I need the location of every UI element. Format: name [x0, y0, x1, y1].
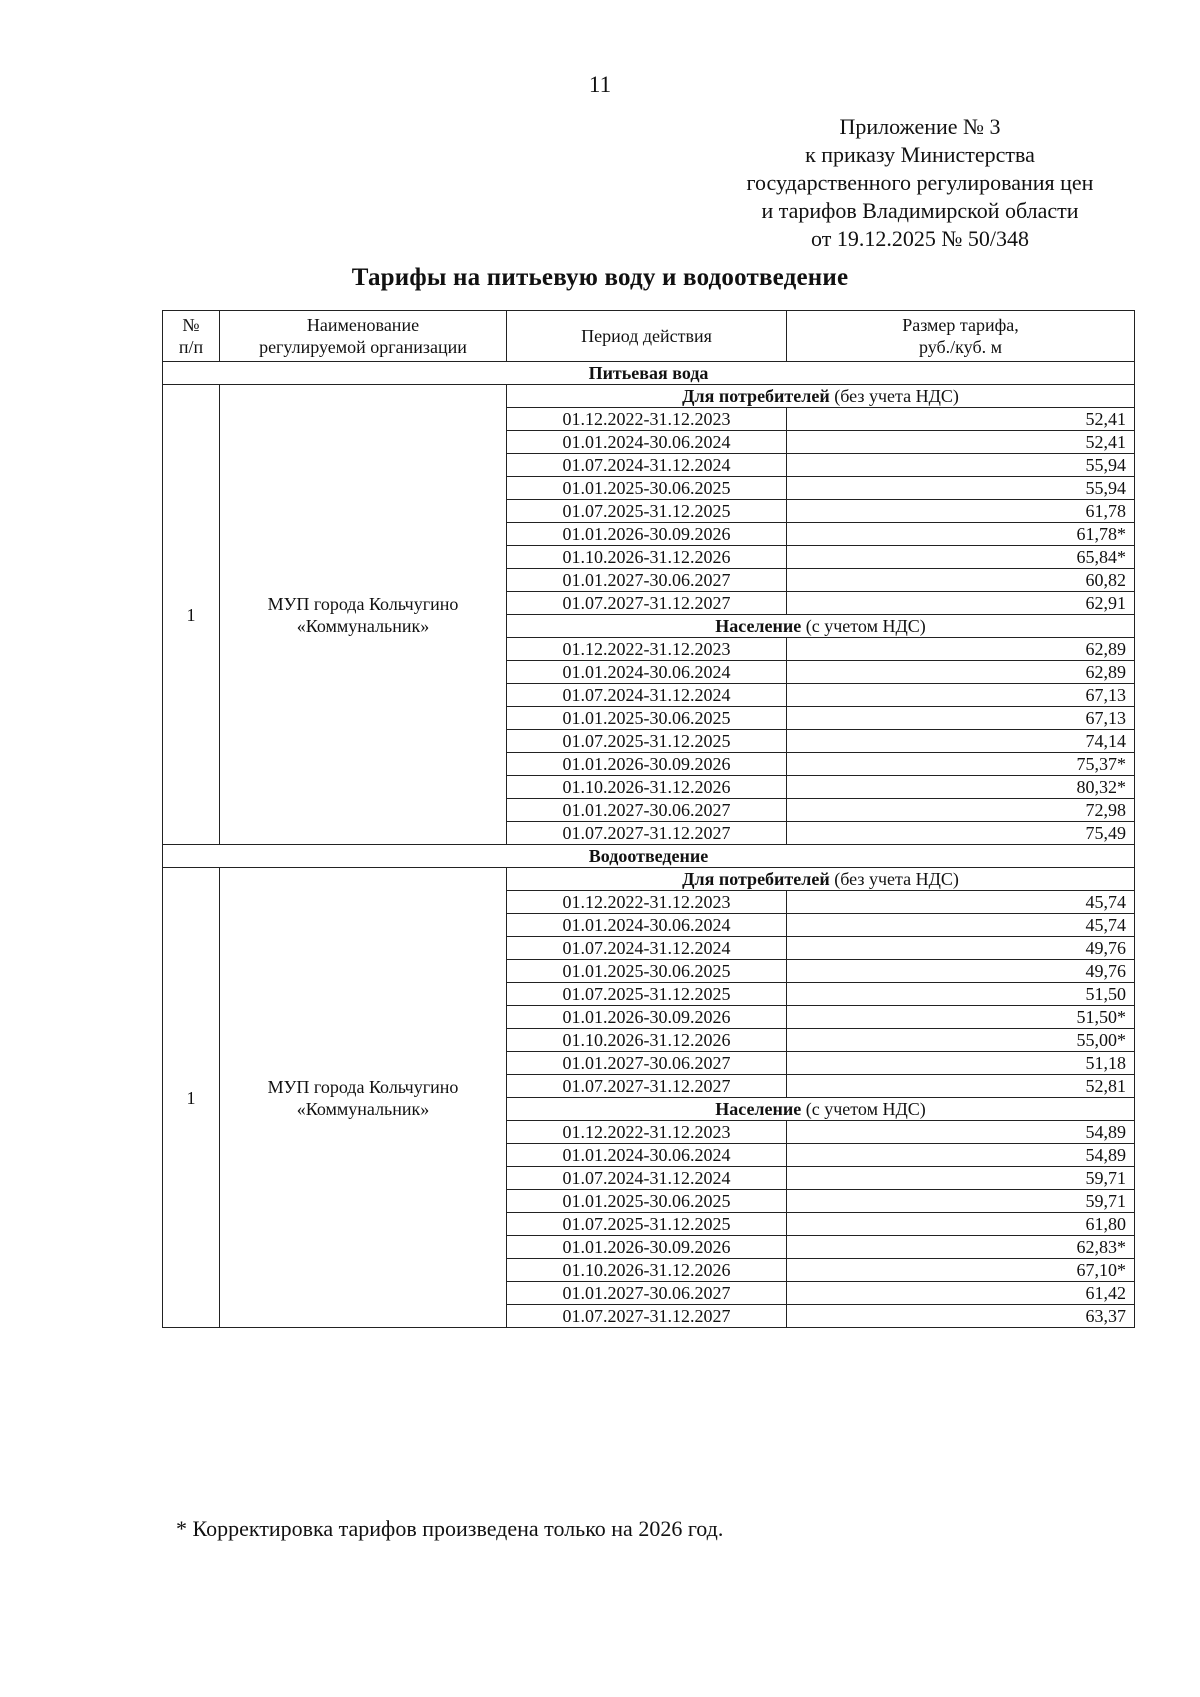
tariff-value-cell: 52,41 [787, 431, 1135, 454]
section-title-row [163, 845, 1135, 868]
period-cell: 01.01.2024-30.06.2024 [507, 431, 787, 454]
period-cell: 01.07.2025-31.12.2025 [507, 983, 787, 1006]
organization-name-line1: МУП города Кольчугино [267, 593, 459, 614]
group-label-bold: Население [715, 616, 802, 636]
header-org-line1: Наименование [306, 315, 420, 335]
tariff-value-cell: 62,89 [787, 661, 1135, 684]
period-cell: 01.07.2024-31.12.2024 [507, 454, 787, 477]
tariff-value-cell: 67,10* [787, 1259, 1135, 1282]
tariff-value-cell: 61,78 [787, 500, 1135, 523]
tariff-value-cell: 49,76 [787, 960, 1135, 983]
header-org [220, 311, 507, 362]
group-label-bold: Для потребителей [682, 869, 830, 889]
organization-name-line2: «Коммунальник» [296, 1098, 430, 1119]
tariff-table [162, 310, 1135, 1328]
appendix-line: государственного регулирования цен [746, 170, 1094, 195]
header-num-line2: п/п [178, 337, 204, 357]
period-cell: 01.01.2025-30.06.2025 [507, 707, 787, 730]
group-label [507, 385, 1135, 408]
appendix-line: от 19.12.2025 № 50/348 [811, 226, 1029, 251]
period-cell: 01.01.2024-30.06.2024 [507, 661, 787, 684]
tariff-value-cell: 51,50 [787, 983, 1135, 1006]
period-cell: 01.01.2027-30.06.2027 [507, 1282, 787, 1305]
document-title: Тарифы на питьевую воду и водоотведение [351, 264, 849, 291]
period-cell: 01.01.2024-30.06.2024 [507, 1144, 787, 1167]
tariff-value-cell: 62,91 [787, 592, 1135, 615]
table-body [163, 362, 1135, 1328]
group-label-row [163, 385, 1135, 408]
tariff-value-cell: 51,18 [787, 1052, 1135, 1075]
row-number: 1 [163, 385, 220, 845]
period-cell: 01.01.2027-30.06.2027 [507, 799, 787, 822]
tariff-value-cell: 52,81 [787, 1075, 1135, 1098]
tariff-value-cell: 80,32* [787, 776, 1135, 799]
header-org-line2: регулируемой организации [259, 337, 467, 357]
period-cell: 01.07.2027-31.12.2027 [507, 592, 787, 615]
period-cell: 01.01.2027-30.06.2027 [507, 1052, 787, 1075]
tariff-value-cell: 62,89 [787, 638, 1135, 661]
period-cell: 01.01.2025-30.06.2025 [507, 960, 787, 983]
tariff-value-cell: 72,98 [787, 799, 1135, 822]
tariff-value-cell: 75,49 [787, 822, 1135, 845]
tariff-value-cell: 54,89 [787, 1144, 1135, 1167]
period-cell: 01.07.2025-31.12.2025 [507, 730, 787, 753]
group-label [507, 868, 1135, 891]
table-header-row [163, 311, 1135, 362]
tariff-value-cell: 55,94 [787, 454, 1135, 477]
header-size [787, 311, 1135, 362]
organization-name [220, 868, 507, 1328]
group-label [507, 615, 1135, 638]
group-label-rest: (без учета НДС) [829, 869, 959, 889]
group-label-bold: Для потребителей [682, 386, 830, 406]
footnote: * Корректировка тарифов произведена только на 2026 год. [176, 1516, 724, 1541]
header-num [163, 311, 220, 362]
tariff-value-cell: 65,84* [787, 546, 1135, 569]
tariff-value-cell: 52,41 [787, 408, 1135, 431]
tariff-value-cell: 49,76 [787, 937, 1135, 960]
period-cell: 01.10.2026-31.12.2026 [507, 776, 787, 799]
tariff-value-cell: 67,13 [787, 684, 1135, 707]
organization-name [220, 385, 507, 845]
organization-name-line1: МУП города Кольчугино [267, 1076, 459, 1097]
tariff-value-cell: 61,80 [787, 1213, 1135, 1236]
row-number: 1 [163, 868, 220, 1328]
tariff-value-cell: 59,71 [787, 1190, 1135, 1213]
tariff-value-cell: 75,37* [787, 753, 1135, 776]
period-cell: 01.07.2025-31.12.2025 [507, 1213, 787, 1236]
period-cell: 01.12.2022-31.12.2023 [507, 638, 787, 661]
tariff-value-cell: 60,82 [787, 569, 1135, 592]
tariff-value-cell: 61,42 [787, 1282, 1135, 1305]
header-size-line1: Размер тарифа, [902, 315, 1019, 335]
period-cell: 01.07.2027-31.12.2027 [507, 1075, 787, 1098]
period-cell: 01.07.2024-31.12.2024 [507, 1167, 787, 1190]
period-cell: 01.07.2027-31.12.2027 [507, 1305, 787, 1328]
period-cell: 01.01.2024-30.06.2024 [507, 914, 787, 937]
period-cell: 01.07.2027-31.12.2027 [507, 822, 787, 845]
tariff-value-cell: 51,50* [787, 1006, 1135, 1029]
section-title: Питьевая вода [163, 362, 1135, 385]
group-label-rest: (с учетом НДС) [801, 1099, 926, 1119]
tariff-value-cell: 63,37 [787, 1305, 1135, 1328]
period-cell: 01.01.2026-30.09.2026 [507, 1006, 787, 1029]
period-cell: 01.01.2026-30.09.2026 [507, 523, 787, 546]
group-label-rest: (с учетом НДС) [801, 616, 926, 636]
tariff-value-cell: 45,74 [787, 914, 1135, 937]
period-cell: 01.01.2026-30.09.2026 [507, 753, 787, 776]
tariff-value-cell: 55,00* [787, 1029, 1135, 1052]
header-num-line1: № [182, 315, 200, 335]
organization-name-line2: «Коммунальник» [296, 615, 430, 636]
group-label-rest: (без учета НДС) [829, 386, 959, 406]
tariff-value-cell: 55,94 [787, 477, 1135, 500]
page-number: 11 [588, 72, 612, 97]
tariff-value-cell: 54,89 [787, 1121, 1135, 1144]
period-cell: 01.01.2025-30.06.2025 [507, 1190, 787, 1213]
group-label-row [163, 868, 1135, 891]
tariff-value-cell: 59,71 [787, 1167, 1135, 1190]
group-label-bold: Население [715, 1099, 802, 1119]
header-period: Период действия [507, 311, 787, 362]
tariff-value-cell: 74,14 [787, 730, 1135, 753]
appendix-line: Приложение № 3 [839, 114, 1001, 139]
period-cell: 01.10.2026-31.12.2026 [507, 1259, 787, 1282]
period-cell: 01.12.2022-31.12.2023 [507, 1121, 787, 1144]
tariff-value-cell: 45,74 [787, 891, 1135, 914]
period-cell: 01.07.2024-31.12.2024 [507, 684, 787, 707]
period-cell: 01.07.2024-31.12.2024 [507, 937, 787, 960]
period-cell: 01.01.2026-30.09.2026 [507, 1236, 787, 1259]
tariff-value-cell: 62,83* [787, 1236, 1135, 1259]
period-cell: 01.01.2027-30.06.2027 [507, 569, 787, 592]
header-size-line2: руб./куб. м [919, 337, 1002, 357]
period-cell: 01.07.2025-31.12.2025 [507, 500, 787, 523]
section-title: Водоотведение [163, 845, 1135, 868]
group-label [507, 1098, 1135, 1121]
tariff-value-cell: 61,78* [787, 523, 1135, 546]
period-cell: 01.10.2026-31.12.2026 [507, 546, 787, 569]
period-cell: 01.12.2022-31.12.2023 [507, 408, 787, 431]
appendix-line: к приказу Министерства [805, 142, 1035, 167]
appendix-line: и тарифов Владимирской области [761, 198, 1079, 223]
period-cell: 01.01.2025-30.06.2025 [507, 477, 787, 500]
section-title-row [163, 362, 1135, 385]
appendix-block [660, 113, 1180, 253]
tariff-value-cell: 67,13 [787, 707, 1135, 730]
period-cell: 01.10.2026-31.12.2026 [507, 1029, 787, 1052]
period-cell: 01.12.2022-31.12.2023 [507, 891, 787, 914]
